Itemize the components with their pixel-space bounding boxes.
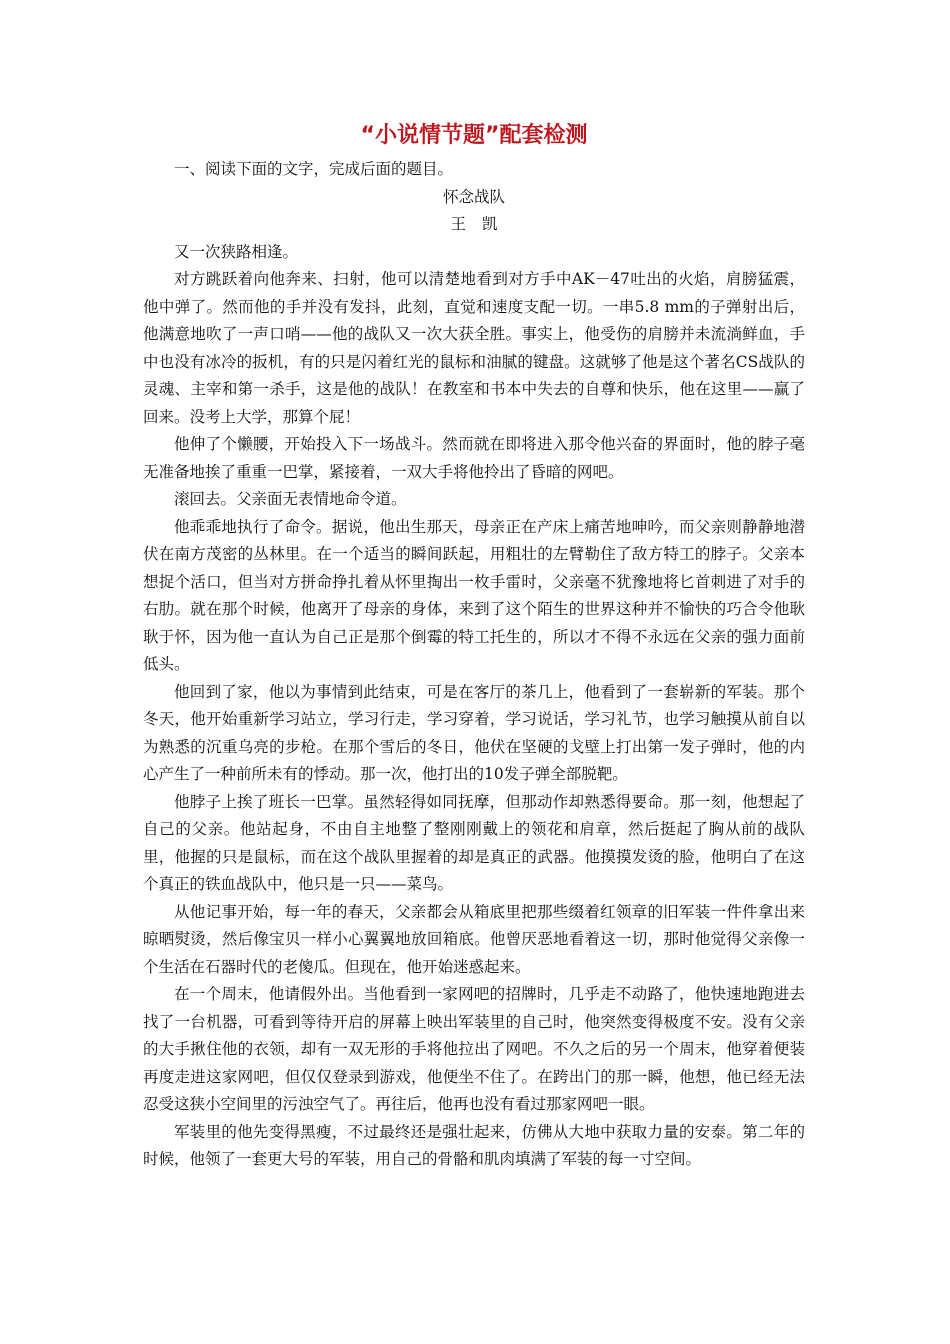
instruction-line: 一、阅读下面的文字，完成后面的题目。 [174,160,454,178]
story-paragraph: 从他记事开始，每一年的春天，父亲都会从箱底里把那些缀着红领章的旧军装一件件拿出来晾晒熨烫，然后像宝贝一样小心翼翼地放回箱底。他曾厌恶地看着这一切，那时他觉得父亲像一个生活在石器时代的老傻瓜。但现在，他开始迷惑起来。 [143,902,805,976]
story-paragraph: 他伸了个懒腰，开始投入下一场战斗。然而就在即将进入那令他兴奋的界面时，他的脖子毫无准备地挨了重重一巴掌，紧接着，一双大手将他拎出了昏暗的网吧。 [143,435,805,481]
story-paragraph: 他乖乖地执行了命令。据说，他出生那天，母亲正在产床上痛苦地呻吟，而父亲则静静地潜伏在南方茂密的丛林里。在一个适当的瞬间跃起，用粗壮的左臂勒住了敌方特工的脖子。父亲本想捉个活口，但当对方拼命挣扎着从怀里掏出一枚手雷时，父亲毫不犹豫地将匕首刺进了对手的右肋。就在那个时候，他离开了母亲的身体，来到了这个陌生的世界这种并不愉快的巧合令他耿耿于怀，因为他一直认为自己正是那个倒霉的特工托生的，所以才不得不永远在父亲的强力面前低头。 [143,517,805,673]
story-paragraph: 又一次狭路相逢。 [174,242,299,261]
story-paragraph: 对方跳跃着向他奔来、扫射，他可以清楚地看到对方手中AK－47吐出的火焰，肩膀猛震，他中弹了。然而他的手并没有发抖，此刻，直觉和速度支配一切。一串5.8 mm的子弹射出后，他满意地吹了一声口哨——他的战队又一次大获全胜。事实上，他受伤的肩膀并未流淌鲜血，手中也没有冰冷的扳机，有的只是闪着红光的鼠标和油腻的键盘。这就够了他是这个著名CS战队的灵魂、主宰和第一杀手，这是他的战队！在教室和书本中失去的自尊和快乐，他在这里——赢了回来。没考上大学，那算个屁！ [143,270,805,426]
document-page [143,118,805,1174]
story-paragraph: 他脖子上挨了班长一巴掌。虽然轻得如同抚摩，但那动作却熟悉得要命。那一刻，他想起了自己的父亲。他站起身，不由自主地整了整刚刚戴上的领花和肩章，然后挺起了胸从前的战队里，他握的只是鼠标，而在这个战队里握着的却是真正的武器。他摸摸发烫的脸，他明白了在这个真正的铁血战队中，他只是一只——菜鸟。 [143,792,805,893]
story-author: 王凯 [450,215,514,233]
story-paragraph: 在一个周末，他请假外出。当他看到一家网吧的招牌时，几乎走不动路了，他快速地跑进去找了一台机器，可看到等待开启的屏幕上映出军装里的自己时，他突然变得极度不安。没有父亲的大手揪住他的衣领，却有一双无形的手将他拉出了网吧。不久之后的另一个周末，他穿着便装再度走进这家网吧，但仅仅登录到游戏，他便坐不住了。在跨出门的那一瞬，他想，他已经无法忍受这狭小空间里的污浊空气了。再往后，他再也没有看过那家网吧一眼。 [143,985,805,1113]
story-paragraph: 军装里的他先变得黑瘦，不过最终还是强壮起来，仿佛从大地中获取力量的安泰。第二年的时候，他领了一套更大号的军装，用自己的骨骼和肌肉填满了军装的每一寸空间。 [143,1122,805,1168]
document-title: “小说情节题”配套检测 [360,123,588,148]
story-title: 怀念战队 [442,187,505,206]
story-paragraph: 滚回去。父亲面无表情地命令道。 [174,490,407,508]
story-paragraph: 他回到了家，他以为事情到此结束，可是在客厅的茶几上，他看到了一套崭新的军装。那个冬天，他开始重新学习站立，学习行走，学习穿着，学习说话，学习礼节，也学习触摸从前自以为熟悉的沉重乌亮的步枪。在那个雪后的冬日，他伏在坚硬的戈壁上打出第一发子弹时，他的内心产生了一种前所未有的悸动。那一次，他打出的10发子弹全部脱靶。 [143,682,805,783]
